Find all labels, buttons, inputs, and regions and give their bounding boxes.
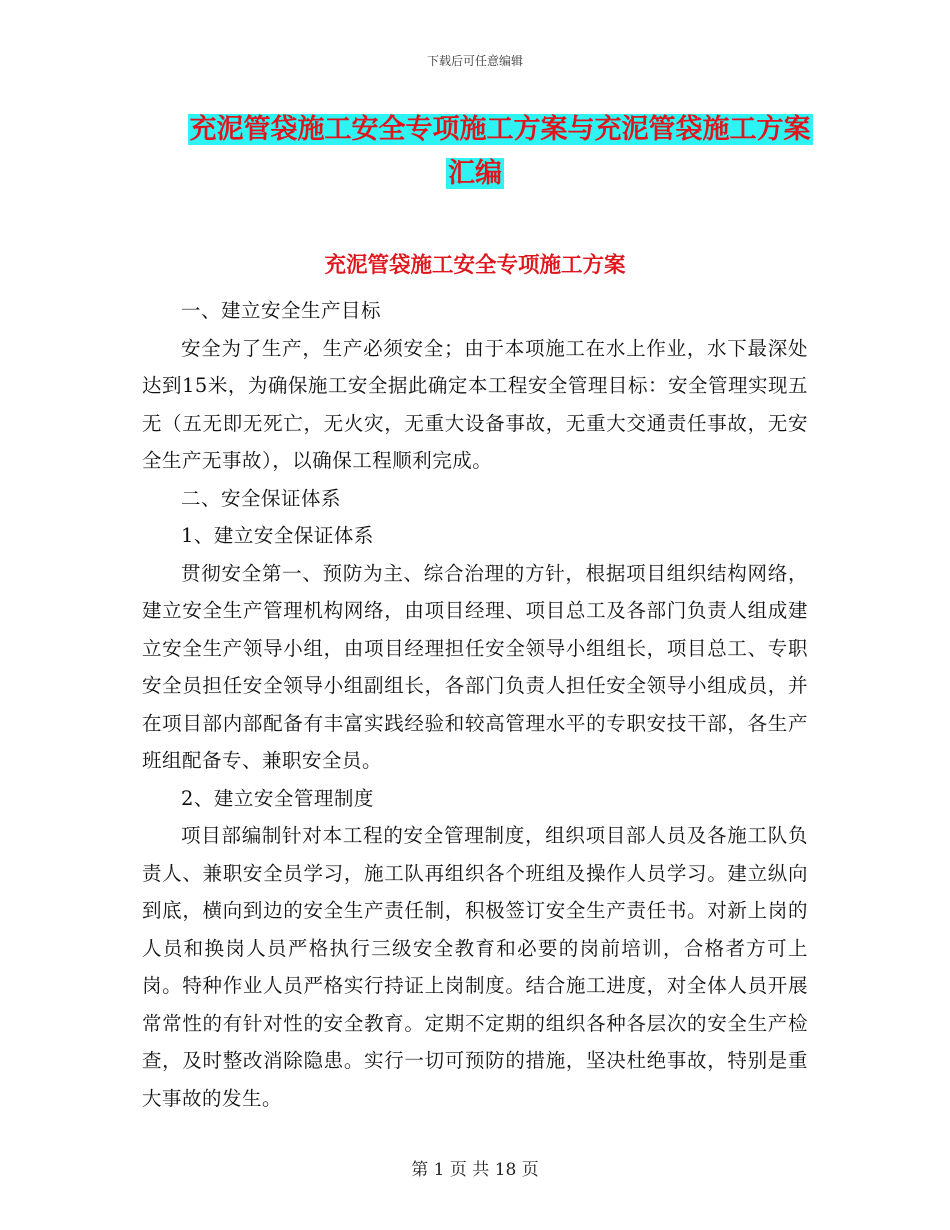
- document-title-text-1: 充泥管袋施工安全专项施工方案与充泥管袋施工方案: [189, 114, 811, 145]
- document-title-text-2: 汇编: [448, 158, 502, 189]
- heading-safety-system: 二、安全保证体系: [181, 486, 342, 510]
- subheading-establish-system: 1、建立安全保证体系: [181, 524, 374, 547]
- document-body: [142, 292, 808, 1117]
- paragraph-safety-goal: 安全为了生产，生产必须安全；由于本项施工在水上作业，水下最深处达到15米，为确保施工安全据此确定本工程安全管理目标：安全管理实现五无（五无即无死亡，无火灾，无重大设备事故，无重大交通责任事故，无安全生产无事故），以确保工程顺利完成。: [142, 336, 808, 472]
- document-title-line-1: [25, 112, 950, 148]
- section-title: 充泥管袋施工安全专项施工方案: [324, 253, 626, 278]
- paragraph-establish-system: 贯彻安全第一、预防为主、综合治理的方针，根据项目组织结构网络，建立安全生产管理机构网络，由项目经理、项目总工及各部门负责人组成建立安全生产领导小组，由项目经理担任安全领导小组组长，项目总工、专职安全员担任安全领导小组副组长，各部门负责人担任安全领导小组成员，并在项目部内部配备有丰富实践经验和较高管理水平的专职安技干部，各生产班组配备专、兼职安全员。: [142, 561, 808, 772]
- subheading-management-rules: 2、建立安全管理制度: [181, 786, 374, 810]
- document-title-line-2: [0, 156, 950, 192]
- page-header-note: 下载后可任意编辑: [426, 54, 523, 68]
- page-footer: 第 1 页 共 18 页: [411, 1160, 539, 1180]
- heading-safety-goal: 一、建立安全生产目标: [181, 299, 382, 322]
- paragraph-management-rules: 项目部编制针对本工程的安全管理制度，组织项目部人员及各施工队负责人、兼职安全员学习，施工队再组织各个班组及操作人员学习。建立纵向到底，横向到边的安全生产责任制，积极签订安全生产责任书。对新上岗的人员和换岗人员严格执行三级安全教育和必要的岗前培训，合格者方可上岗。特种作业人员严格实行持证上岗制度。结合施工进度，对全体人员开展常常性的有针对性的安全教育。定期不定期的组织各种各层次的安全生产检查，及时整改消除隐患。实行一切可预防的措施，坚决杜绝事故，特别是重大事故的发生。: [142, 824, 808, 1110]
